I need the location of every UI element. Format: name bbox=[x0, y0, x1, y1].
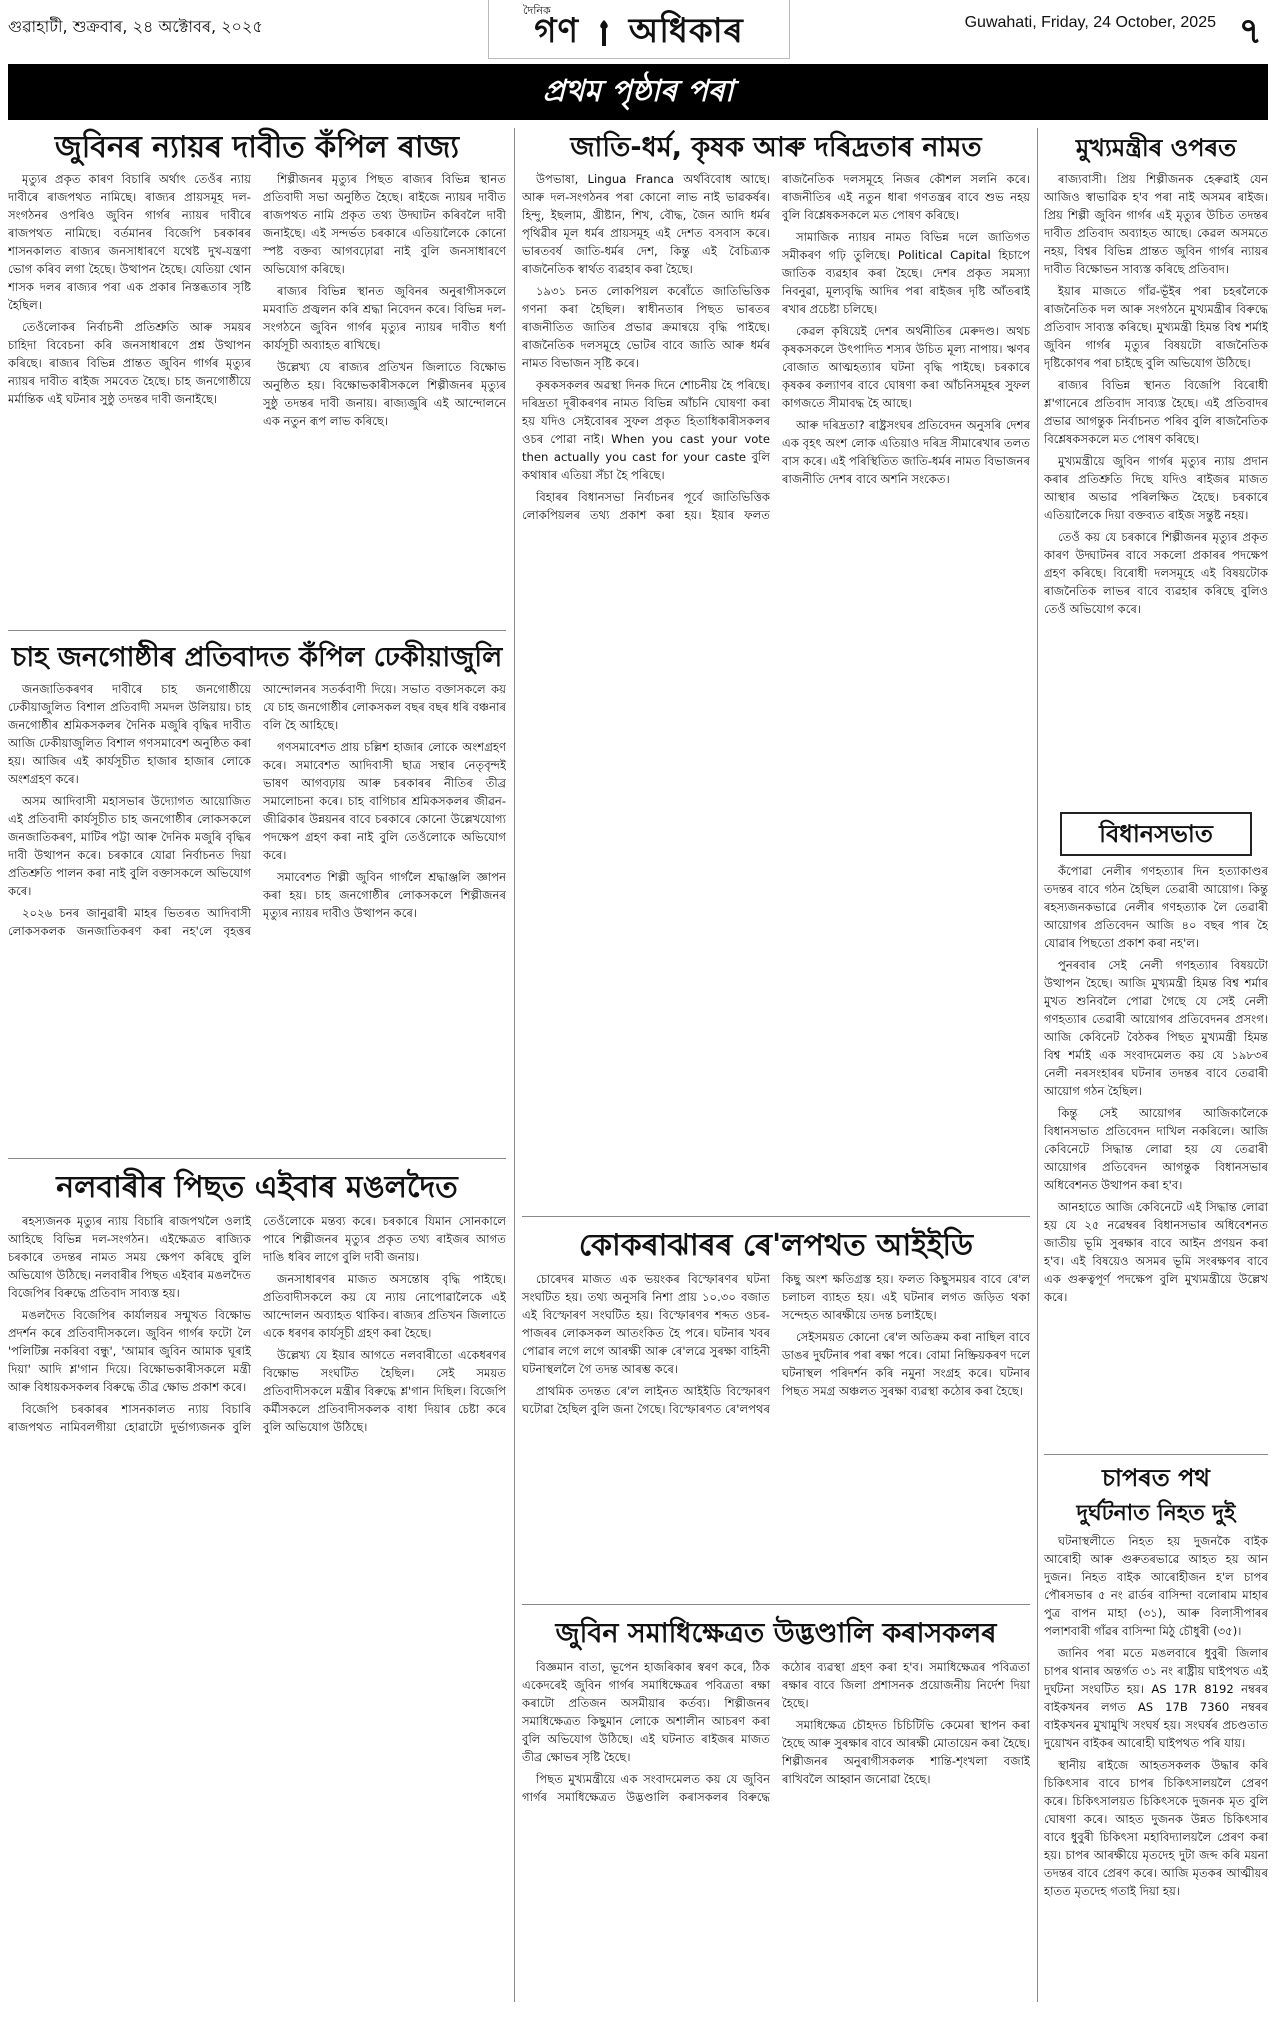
paragraph: তেওঁ কয় যে চৰকাৰে শিল্পীজনৰ মৃত্যুৰ প্ৰকৃত কাৰণ উদ্ঘাটনৰ বাবে সকলো প্ৰকাৰৰ পদক্ষেপ গ্ৰহণ কৰিছে। বিৰোধী দলসমূহে এই বিষয়টোক ৰাজনৈতিক লাভৰ বাবে ব্যৱহাৰ কৰিছে বুলিও তেওঁ অভিযোগ কৰে। bbox=[1044, 530, 1268, 616]
headline-bottom: দুৰ্ঘটনাত নিহত দুই bbox=[1076, 1501, 1236, 1526]
article-jubin-justice bbox=[8, 126, 506, 626]
paragraph: মঙলদৈত বিজেপিৰ কাৰ্যালয়ৰ সন্মুখত বিক্ষোভ প্ৰদৰ্শন কৰে প্ৰতিবাদীসকলে। জুবিন গাৰ্গৰ ফটো লৈ 'পলিটিক্স নকৰিবা বন্ধু', 'আমাৰ জুবিন আমাক ঘূৰাই দিয়া' আদি শ্ল'গান দিয়ে। বিক্ষোভকাৰীসকলে মন্ত্ৰী আৰু বিধায়কসকলৰ বিৰুদ্ধে তীব্ৰ ক্ষোভ প্ৰকাশ কৰে। bbox=[8, 1308, 251, 1394]
headline: চাহ জনগোষ্ঠীৰ প্ৰতিবাদত কঁপিল ঢেকীয়াজুলি bbox=[11, 642, 503, 673]
column-rule bbox=[514, 128, 515, 2002]
paragraph: বিজ্ঞমান বাতা, ভূপেন হাজৰিকাৰ স্বৰণ কৰে, ঠিক একেদৰেই জুবিন গাৰ্গৰ সমাধিক্ষেত্ৰৰ পবিত্ৰতা ৰক্ষা কৰাটো প্ৰতিজন অসমীয়াৰ কৰ্তব্য। শিল্পীজনৰ সমাধিক্ষেত্ৰত কিছুমান লোকে অশালীন আচৰণ কৰা বুলি অভিযোগ উঠিছে। এই ঘটনাত ৰাইজৰ মাজত তীব্ৰ ক্ষোভৰ সৃষ্টি হৈছে। bbox=[522, 1660, 770, 1764]
article-chief-minister bbox=[1044, 126, 1268, 806]
paragraph: ২০২৬ চনৰ জানুৱাৰী মাহৰ ভিতৰত আদিবাসী লোকসকলক জনজাতিকৰণ কৰা নহ'লে বৃহত্তৰ আন্দোলনৰ সতৰ্কবাণী দিয়ে। সভাত বক্তাসকলে কয় যে চাহ জনগোষ্ঠীৰ লোকসকল বছৰ বছৰ ধৰি বঞ্চনাৰ বলি হৈ আহিছে। bbox=[8, 682, 506, 938]
paragraph: অসম আদিবাসী মহাসভাৰ উদ্যোগত আয়োজিত এই প্ৰতিবাদী কাৰ্যসূচীত চাহ জনগোষ্ঠীৰ লোকসকলে জনজাতিকৰণ, মাটিৰ পট্টা আৰু দৈনিক মজুৰি বৃদ্ধিৰ দাবী উত্থাপন কৰে। চৰকাৰে যোৱা নিৰ্বাচনত দিয়া প্ৰতিশ্ৰুতি পালন কৰা নাই বুলি বক্তাসকলে অভিযোগ কৰে। bbox=[8, 794, 251, 898]
paragraph: উল্লেখ্য যে ইয়াৰ আগতে নলবাৰীতো একেধৰণৰ বিক্ষোভ সংঘটিত হৈছিল। সেই সময়ত প্ৰতিবাদীসকলে মন্ত্ৰীৰ বিৰুদ্ধে শ্ল'গান দিছিল। বিজেপি কৰ্মীসকলে প্ৰতিবাদীসকলক বাধা দিয়াৰ চেষ্টা কৰে বুলি অভিযোগ উঠিছে। bbox=[263, 1348, 506, 1434]
article-road-accident bbox=[1044, 1460, 1268, 2002]
headline: কোকৰাঝাৰৰ ৰে'লপথত আইইডি bbox=[578, 1228, 974, 1263]
article-body bbox=[522, 170, 1030, 1204]
article-body bbox=[8, 680, 506, 1148]
headline: বিধানসভাত bbox=[1060, 812, 1252, 856]
newspaper-logo bbox=[488, 0, 790, 59]
paragraph: পুনৰবাৰ সেই নেলী গণহত্যাৰ বিষয়টো উত্থাপন হৈছে। আজি মুখ্যমন্ত্ৰী হিমন্ত বিশ্ব শৰ্মাৰ মুখত শুনিবলৈ পোৱা গৈছে যে সেই নেলী গণহত্যাৰ তেৱাৰী আয়োগৰ প্ৰতিবেদনৰ প্ৰসংগ। আজি কেবিনেট বৈঠকৰ পিছত মুখ্যমন্ত্ৰী হিমন্ত বিশ্ব শৰ্মাই এক সংবাদমেলত কয় যে ১৯৮৩ৰ নেলী নৰসংহাৰৰ ঘটনাৰ তদন্তৰ বাবে তেৱাৰী আয়োগ গঠন হৈছিল। bbox=[1044, 958, 1268, 1098]
masthead-dateline-assamese: গুৱাহাটী, শুক্ৰবাৰ, ২৪ অক্টোবৰ, ২০২৫ bbox=[8, 17, 263, 36]
article-body bbox=[1044, 170, 1268, 800]
paragraph: উপভাষা, Lingua Franca অৰ্থবিবোধ আছে। আৰু দল-সংগঠনৰ পৰা কোনো লাভ নাই ভাৱকৰ্ষৰ। হিন্দু, ইছলাম, খ্ৰীষ্টান, শিখ, বৌদ্ধ, জৈন আদি ধৰ্মৰ পৃথিৱীৰ মূল ধৰ্মৰ প্ৰায়সমূহ এই দেশত বসবাস কৰে। ভাৰতবৰ্ষ জাতি-ধৰ্মৰ দেশ, কিন্তু এই বৈচিত্ৰ্যক ৰাজনৈতিক স্বাৰ্থত ব্যৱহাৰ কৰা হৈছে। bbox=[522, 172, 770, 276]
article-body bbox=[522, 1270, 1030, 1596]
article-kokrajhar-ied bbox=[522, 1222, 1030, 1602]
article-mangaldoi bbox=[8, 1164, 506, 2002]
paragraph: গণসমাবেশত প্ৰায় চল্লিশ হাজাৰ লোকে অংশগ্ৰহণ কৰে। সমাবেশত আদিবাসী ছাত্ৰ সন্থাৰ নেতৃবৃন্দই ভাষণ আগবঢ়ায় আৰু চৰকাৰৰ নীতিৰ তীব্ৰ সমালোচনা কৰে। চাহ বাগিচাৰ শ্ৰমিকসকলৰ জীৱন-জীৱিকাৰ উন্নয়নৰ বাবে চৰকাৰে কোনো উল্লেখযোগ্য পদক্ষেপ গ্ৰহণ কৰা নাই বুলি তেওঁলোকে অভিযোগ কৰে। bbox=[263, 740, 506, 862]
headline: জুবিনৰ ন্যায়ৰ দাবীত কঁপিল ৰাজ্য bbox=[54, 130, 460, 165]
article-caste-religion bbox=[522, 126, 1030, 1212]
paragraph: বিজেপি চৰকাৰৰ শাসনকালত ন্যায় বিচাৰি ৰাজপথত নামিবলগীয়া হোৱাটো দুৰ্ভাগ্যজনক বুলি তেওঁলোকে মন্তব্য কৰে। চৰকাৰে যিমান সোনকালে পাৰে শিল্পীজনৰ মৃত্যুৰ প্ৰকৃত তথ্য ৰাইজৰ আগত দাঙি ধৰিব লাগে বুলি দাবী জনায়। bbox=[8, 1214, 506, 1434]
paragraph: স্থানীয় ৰাইজে আহতসকলক উদ্ধাৰ কৰি চিকিৎসাৰ বাবে চাপৰ চিকিৎসালয়লৈ প্ৰেৰণ কৰে। চিকিৎসালয়ত চিকিৎসকে দুজনক মৃত বুলি ঘোষণা কৰে। আহত দুজনক উন্নত চিকিৎসাৰ বাবে ধুবুৰী চিকিৎসা মহাবিদ্যালয়লৈ প্ৰেৰণ কৰা হয়। চাপৰ আৰক্ষীয়ে মৃতদেহ দুটা জব্দ কৰি ময়না তদন্তৰ বাবে প্ৰেৰণ কৰে। আজি মৃতকৰ আত্মীয়ৰ হাতত মৃতদেহ গতাই দিয়া হয়। bbox=[1044, 1758, 1268, 1898]
paragraph: উল্লেখ্য যে ৰাজ্যৰ প্ৰতিখন জিলাতে বিক্ষোভ অনুষ্ঠিত হয়। বিক্ষোভকাৰীসকলে শিল্পীজনৰ মৃত্যুৰ সুষ্ঠু তদন্তৰ দাবী জনায়। ৰাজ্যজুৰি এই আন্দোলনে এক নতুন ৰূপ লাভ কৰিছে। bbox=[263, 360, 506, 428]
paragraph: প্ৰাথমিক তদন্তত ৰে'ল লাইনত আইইডি বিস্ফোৰণ ঘটোৱা হৈছিল বুলি জনা গৈছে। বিস্ফোৰণত ৰে'লপথৰ কিছু অংশ ক্ষতিগ্ৰস্ত হয়। ফলত কিছুসময়ৰ বাবে ৰে'ল চলাচল ব্যাহত হয়। এই ঘটনাৰ লগত জড়িত থকা সন্দেহত আৰক্ষীয়ে তদন্ত চলাইছে। bbox=[522, 1272, 1030, 1416]
paragraph: ৰাজ্যবাসী। প্ৰিয় শিল্পীজনক হেৰুৱাই যেন আজিও স্বাভাৱিক হ'ব পৰা নাই অসমৰ ৰাইজ। প্ৰিয় শিল্পী জুবিন গাৰ্গৰ এই মৃত্যুৰ উচিত তদন্তৰ দাবীত প্ৰতিবাদ অব্যাহত আছে। কেৱল অসমতে নহয়, বিশ্বৰ বিভিন্ন প্ৰান্তত জুবিন গাৰ্গৰ ন্যায়ৰ দাবীত বিক্ষোভন সাব্যস্ত কৰিছে প্ৰতিবাদ। bbox=[1044, 172, 1268, 276]
paragraph: ইয়াৰ মাজতে গাঁৱ-ভূঁইৰ পৰা চহৰলৈকে ৰাজনৈতিক দল আৰু সংগঠনে মুখ্যমন্ত্ৰীৰ বিৰুদ্ধে প্ৰতিবাদ সাব্যস্ত কৰিছে। মুখ্যমন্ত্ৰী হিমন্ত বিশ্ব শৰ্মাই জুবিন গাৰ্গৰ মৃত্যুৰ বিষয়টো ৰাজনৈতিক দৃষ্টিকোণৰ পৰা চাইছে বুলি অভিযোগ উঠিছে। bbox=[1044, 284, 1268, 370]
logo-text-a: গণ bbox=[534, 11, 580, 51]
article-tea-tribe-protest bbox=[8, 636, 506, 1156]
paragraph: সামাজিক ন্যায়ৰ নামত বিভিন্ন দলে জাতিগত সমীকৰণ গঢ়ি তুলিছে। Political Capital হিচাপে জাতিক ব্যৱহাৰ কৰা হৈছে। দেশৰ প্ৰকৃত সমস্যা নিবনুৱা, মূল্যবৃদ্ধি আদিৰ পৰা ৰাইজৰ দৃষ্টি আঁতৰাই ৰখাৰ প্ৰচেষ্টা চলিছে। bbox=[782, 230, 1030, 316]
headline: মুখ্যমন্ত্ৰীৰ ওপৰত bbox=[1075, 134, 1237, 162]
article-divider bbox=[522, 1216, 1030, 1217]
section-banner: প্ৰথম পৃষ্ঠাৰ পৰা bbox=[8, 64, 1268, 120]
article-body bbox=[522, 1658, 1030, 1996]
masthead-dateline-english: Guwahati, Friday, 24 October, 2025 bbox=[964, 14, 1216, 31]
paragraph: ৰহস্যজনক মৃত্যুৰ ন্যায় বিচাৰি ৰাজপথলৈ ওলাই আহিছে বিভিন্ন দল-সংগঠন। এইক্ষেত্ৰত ৰাজ্যিক চৰকাৰে তদন্তৰ নামত সময় ক্ষেপণ কৰিছে বুলি অভিযোগ উঠিছে। নলবাৰীৰ পিছত এইবাৰ মঙলদৈত বিজেপিৰ বিৰুদ্ধে প্ৰতিবাদ সাব্যস্ত হয়। bbox=[8, 1214, 251, 1300]
article-assembly bbox=[1044, 810, 1268, 1450]
headline: জুবিন সমাধিক্ষেত্ৰত উদ্ভণ্ডালি কৰাসকলৰ bbox=[555, 1618, 997, 1649]
article-divider bbox=[8, 630, 506, 631]
paragraph: চোৰেদৰ মাজত এক ভয়ংকৰ বিস্ফোৰণৰ ঘটনা সংঘটিত হয়। তথ্য অনুসৰি নিশা প্ৰায় ১০.৩০ বজাত এই বিস্ফোৰণ সংঘটিত হয়। বিস্ফোৰণৰ শব্দত ওচৰ-পাজৰৰ লোকসকল আতংকিত হৈ পৰে। ঘটনাৰ খবৰ পোৱাৰ লগে লগে আৰক্ষী আৰু ৰে'লৱে সুৰক্ষা বাহিনী ঘটনাস্থললৈ গৈ তদন্ত আৰম্ভ কৰে। bbox=[522, 1272, 770, 1376]
headline: জাতি-ধৰ্ম, কৃষক আৰু দৰিদ্ৰতাৰ নামত bbox=[570, 132, 982, 163]
article-divider bbox=[8, 1158, 506, 1159]
paragraph: মুখ্যমন্ত্ৰীয়ে জুবিন গাৰ্গৰ মৃত্যুৰ ন্যায় প্ৰদান কৰাৰ প্ৰতিশ্ৰুতি দিছে যদিও ৰাইজৰ মাজত আস্থাৰ অভাৱ পৰিলক্ষিত হৈছে। চৰকাৰে এতিয়ালৈকে দিয়া বক্তব্যত ৰাইজ সন্তুষ্ট নহয়। bbox=[1044, 454, 1268, 522]
paragraph: আনহাতে আজি কেবিনেটে এই সিদ্ধান্ত লোৱা হয় যে ২৫ নৱেম্বৰৰ বিধানসভাৰ অধিবেশনত জাতীয় ভূমি সুৰক্ষাৰ বাবে আইন প্ৰণয়ন কৰা হ'ব। এই বিষয়েও অসমৰ ভূমি সংৰক্ষণৰ বাবে এক গুৰুত্বপূৰ্ণ পদক্ষেপ বুলি মুখ্যমন্ত্ৰীয়ে উল্লেখ কৰে। bbox=[1044, 1200, 1268, 1304]
paragraph: আৰু দৰিদ্ৰতা? ৰাষ্ট্ৰসংঘৰ প্ৰতিবেদন অনুসৰি দেশৰ এক বৃহৎ অংশ লোক এতিয়াও দৰিদ্ৰ সীমাৰেখাৰ তলত বাস কৰে। এই পৰিস্থিতিত জাতি-ধৰ্মৰ নামত বিভাজনৰ ৰাজনীতি দেশৰ বাবে অশনি সংকেত। bbox=[782, 418, 1030, 486]
paragraph: তেওঁলোকৰ নিৰ্বাচনী প্ৰতিশ্ৰুতি আৰু সময়ৰ চাহিদা বিবেচনা কৰি জনসাধাৰণে প্ৰশ্ন উত্থাপন কৰিছে। ৰাজ্যৰ বিভিন্ন প্ৰান্তত জুবিন গাৰ্গৰ মৃত্যুৰ ন্যায়ৰ দাবীত ৰাইজ সমবেত হৈছে। চাহ জনগোষ্ঠীয়ে মৰ্মান্তিক এই ঘটনাৰ সুষ্ঠু তদন্তৰ দাবী জনাইছে। bbox=[8, 320, 251, 406]
headline-top: চাপৰত পথ bbox=[1102, 1464, 1210, 1492]
headline: নলবাৰীৰ পিছত এইবাৰ মঙলদৈত bbox=[56, 1170, 458, 1205]
paragraph: পিছত মুখ্যমন্ত্ৰীয়ে এক সংবাদমেলত কয় যে জুবিন গাৰ্গৰ সমাধিক্ষেত্ৰত উদ্ভণ্ডালি কৰাসকলৰ বিৰুদ্ধে কঠোৰ ব্যৱস্থা গ্ৰহণ কৰা হ'ব। সমাধিক্ষেত্ৰৰ পবিত্ৰতা ৰক্ষাৰ বাবে জিলা প্ৰশাসনক প্ৰয়োজনীয় নিৰ্দেশ দিয়া হৈছে। bbox=[522, 1660, 1030, 1804]
paragraph: জানিব পৰা মতে মঙলবাৰে ধুবুৰী জিলাৰ চাপৰ থানাৰ অন্তৰ্গত ৩১ নং ৰাষ্ট্ৰীয় ঘাইপথত এই দুৰ্ঘটনা সংঘটিত হয়। AS 17R 8192 নম্বৰৰ বাইকখনৰ লগত AS 17B 7360 নম্বৰৰ বাইকখনৰ মুখামুখি সংঘৰ্ষ হয়। সংঘৰ্ষৰ প্ৰচণ্ডতাত দুয়োখন বাইকৰ আৰোহী ঘাইপথত পৰি যায়। bbox=[1044, 1646, 1268, 1750]
paragraph: বিহাৰৰ বিধানসভা নিৰ্বাচনৰ পূৰ্বে জাতিভিত্তিক লোকপিয়লৰ তথ্য প্ৰকাশ কৰা হয়। ইয়াৰ ফলত ৰাজনৈতিক দলসমূহে নিজৰ কৌশল সলনি কৰে। ৰাজনীতিৰ এই নতুন ধাৰা গণতন্ত্ৰৰ বাবে শুভ নহয় বুলি বিশ্লেষকসকলে মত পোষণ কৰিছে। bbox=[522, 172, 1030, 522]
article-body bbox=[1044, 862, 1268, 1448]
masthead bbox=[0, 0, 1276, 62]
column-rule bbox=[1037, 128, 1038, 2002]
paragraph: মৃত্যুৰ প্ৰকৃত কাৰণ বিচাৰি অৰ্থাৎ তেওঁৰ ন্যায় দাবীৰে ৰাজপথত নামিছে। ৰাজ্যৰ প্ৰায়সমূহ দল-সংগঠনৰ ওপৰিও জুবিন গাৰ্গৰ ন্যায়ৰ দাবীৰে ৰাজপথত নামিছে। বৰ্তমানৰ বিজেপি চৰকাৰৰ শাসনকালত ৰাজ্যৰ জনসাধাৰণে যথেষ্ট দুখ-যন্ত্ৰণা ভোগ কৰিব লগা হৈছে। উত্থাপন হৈছে। যেতিয়া থোন শাসক দলৰ ৰাজ্যৰ পৰা এক প্ৰকাৰ নিস্তব্ধতাৰ সৃষ্টি হৈছিল। bbox=[8, 172, 251, 312]
paragraph: সমাধিক্ষেত্ৰ চৌহদত চিচিটিভি কেমেৰা স্থাপন কৰা হৈছে আৰু সুৰক্ষাৰ বাবে আৰক্ষী মোতায়েন কৰা হৈছে। শিল্পীজনৰ অনুৰাগীসকলক শান্তি-শৃংখলা বজাই ৰাখিবলৈ আহ্বান জনোৱা হৈছে। bbox=[782, 1718, 1030, 1786]
paragraph: ৰাজ্যৰ বিভিন্ন স্থানত জুবিনৰ অনুৰাগীসকলে মমবাতি প্ৰজ্বলন কৰি শ্ৰদ্ধা নিবেদন কৰে। বিভিন্ন দল-সংগঠনে জুবিন গাৰ্গৰ মৃত্যুৰ ন্যায়ৰ দাবীত ধৰ্ণা কাৰ্যসূচী অব্যাহত ৰাখিছে। bbox=[263, 284, 506, 352]
torch-icon bbox=[596, 20, 612, 46]
paragraph: জনজাতিকৰণৰ দাবীৰে চাহ জনগোষ্ঠীয়ে ঢেকীয়াজুলিত বিশাল প্ৰতিবাদী সমদল উলিয়ায়। চাহ জনগোষ্ঠীৰ শ্ৰমিকসকলৰ দৈনিক মজুৰি বৃদ্ধিৰ দাবীত আজি ঢেকীয়াজুলিত বিশাল গণসমাবেশ অনুষ্ঠিত কৰা হয়। আজিৰ এই কাৰ্যসূচীত হাজাৰ হাজাৰ লোকে অংশগ্ৰহণ কৰে। bbox=[8, 682, 251, 786]
paragraph: সমাবেশত শিল্পী জুবিন গাৰ্গলৈ শ্ৰদ্ধাঞ্জলি জ্ঞাপন কৰা হয়। চাহ জনগোষ্ঠীৰ লোকসকলে শিল্পীজনৰ মৃত্যুৰ ন্যায়ৰ দাবীও উত্থাপন কৰে। bbox=[263, 870, 506, 920]
article-body bbox=[8, 1212, 506, 1994]
paragraph: কৃষকসকলৰ অৱস্থা দিনক দিনে শোচনীয় হৈ পৰিছে। দৰিদ্ৰতা দূৰীকৰণৰ নামত বিভিন্ন আঁচনি ঘোষণা কৰা হয় যদিও সেইবোৰৰ সুফল প্ৰকৃত হিতাধিকাৰীসকলৰ ওচৰ পোৱা নাই। When you cast your vote then actually you cast for your caste বুলি কথাষাৰ এতিয়া সঁচা হৈ পৰিছে। bbox=[522, 378, 770, 482]
paragraph: কিন্তু সেই আয়োগৰ আজিকালৈকে বিধানসভাত প্ৰতিবেদন দাখিল নকৰিলে। আজি কেবিনেটে সিদ্ধান্ত লোৱা হয় যে তেৱাৰী আয়োগৰ প্ৰতিবেদন আগন্তুক বিধানসভাৰ অধিবেশনত উত্থাপন কৰা হ'ব। bbox=[1044, 1106, 1268, 1192]
page-number: ৭ bbox=[1238, 10, 1262, 52]
article-divider bbox=[522, 1604, 1030, 1605]
paragraph: জনসাধাৰণৰ মাজত অসন্তোষ বৃদ্ধি পাইছে। প্ৰতিবাদীসকলে কয় যে ন্যায় নোপোৱালৈকে এই আন্দোলন অব্যাহত থাকিব। ৰাজ্যৰ প্ৰতিখন জিলাতে একে ধৰণৰ কাৰ্যসূচী গ্ৰহণ কৰা হৈছে। bbox=[263, 1272, 506, 1340]
paragraph: সেইসময়ত কোনো ৰে'ল অতিক্ৰম কৰা নাছিল বাবে ডাঙৰ দুৰ্ঘটনাৰ পৰা ৰক্ষা পৰে। বোমা নিষ্ক্ৰিয়কৰণ দলে ঘটনাস্থল পৰিদৰ্শন কৰি নমুনা সংগ্ৰহ কৰে। ঘটনাৰ পিছত সমগ্ৰ অঞ্চলত সুৰক্ষা ব্যৱস্থা কঠোৰ কৰা হৈছে। bbox=[782, 1330, 1030, 1398]
paragraph: ৰাজ্যৰ বিভিন্ন স্থানত বিজেপি বিৰোধী শ্ল'গানেৰে প্ৰতিবাদ সাব্যস্ত হৈছে। এই প্ৰতিবাদৰ প্ৰভাৱ আগন্তুক নিৰ্বাচনত পৰিব বুলি ৰাজনৈতিক বিশ্লেষকসকলে মত পোষণ কৰিছে। bbox=[1044, 378, 1268, 446]
logo-small-text: দৈনিক bbox=[523, 4, 551, 17]
paragraph: ১৯৩১ চনত লোকপিয়ল কৰোঁতে জাতিভিত্তিক গণনা কৰা হৈছিল। স্বাধীনতাৰ পিছত ভাৰতৰ ৰাজনীতিত জাতিৰ প্ৰভাৱ ক্ৰমান্বয়ে বৃদ্ধি পাইছে। ৰাজনৈতিক দলসমূহে ভোটৰ বাবে জাতি আৰু ধৰ্মৰ নামত বিভাজন সৃষ্টি কৰে। bbox=[522, 284, 770, 370]
article-body bbox=[1044, 1532, 1268, 1998]
paragraph: কঁপোৱা নেলীৰ গণহত্যাৰ দিন হত্যাকাণ্ডৰ তদন্তৰ বাবে গঠন হৈছিল তেৱাৰী আয়োগ। কিন্তু ৰহস্যজনকভাৱে নেলীৰ গণহত্যাক লৈ তেৱাৰী আয়োগৰ প্ৰতিবেদন আজি ৪০ বছৰ পাৰ হৈ যোৱাৰ পিছতো প্ৰকাশ কৰা নহ'ল। bbox=[1044, 864, 1268, 950]
article-jubin-samadhi bbox=[522, 1610, 1030, 2002]
paragraph: ঘটনাস্থলীতে নিহত হয় দুজনকৈ বাইক আৰোহী আৰু গুৰুতৰভাৱে আহত হয় আন দুজন। নিহত বাইক আৰোহীজন হ'ল চাপৰ পৌৰসভাৰ ৫ নং ৱাৰ্ডৰ বাসিন্দা বলোৰাম মাহাৰ পুত্ৰ বাপন মাহা (৩১), আৰু বিলাসীপাৰৰ পলাশবাৰী গাঁৱৰ বাসিন্দা মিঠু চৌধুৰী (৩৫)। bbox=[1044, 1534, 1268, 1638]
logo-text-b: অধিকাৰ bbox=[628, 11, 744, 51]
article-body bbox=[8, 170, 506, 618]
article-divider bbox=[1044, 1454, 1268, 1455]
paragraph: কেৱল কৃষিয়েই দেশৰ অৰ্থনীতিৰ মেৰুদণ্ড। অথচ কৃষকসকলে উৎপাদিত শস্যৰ উচিত মূল্য নাপায়। ঋণৰ বোজাত আত্মহত্যাৰ ঘটনা বৃদ্ধি পাইছে। চৰকাৰে কৃষকৰ কল্যাণৰ বাবে ঘোষণা কৰা আঁচনিসমূহৰ সুফল কাগজতে সীমাবদ্ধ হৈ আছে। bbox=[782, 324, 1030, 410]
paragraph: শিল্পীজনৰ মৃত্যুৰ পিছত ৰাজ্যৰ বিভিন্ন স্থানত প্ৰতিবাদী সভা অনুষ্ঠিত হৈছে। ৰাইজে ন্যায়ৰ দাবীত ৰাজপথত নামি প্ৰকৃত তথ্য উদ্ঘাটন কৰিবলৈ দাবী জনাইছে। এই সন্দৰ্ভত চৰকাৰে এতিয়ালৈকে কোনো স্পষ্ট বক্তব্য আগবঢ়োৱা নাই বুলি জনসাধাৰণে অভিযোগ কৰিছে। bbox=[263, 172, 506, 276]
